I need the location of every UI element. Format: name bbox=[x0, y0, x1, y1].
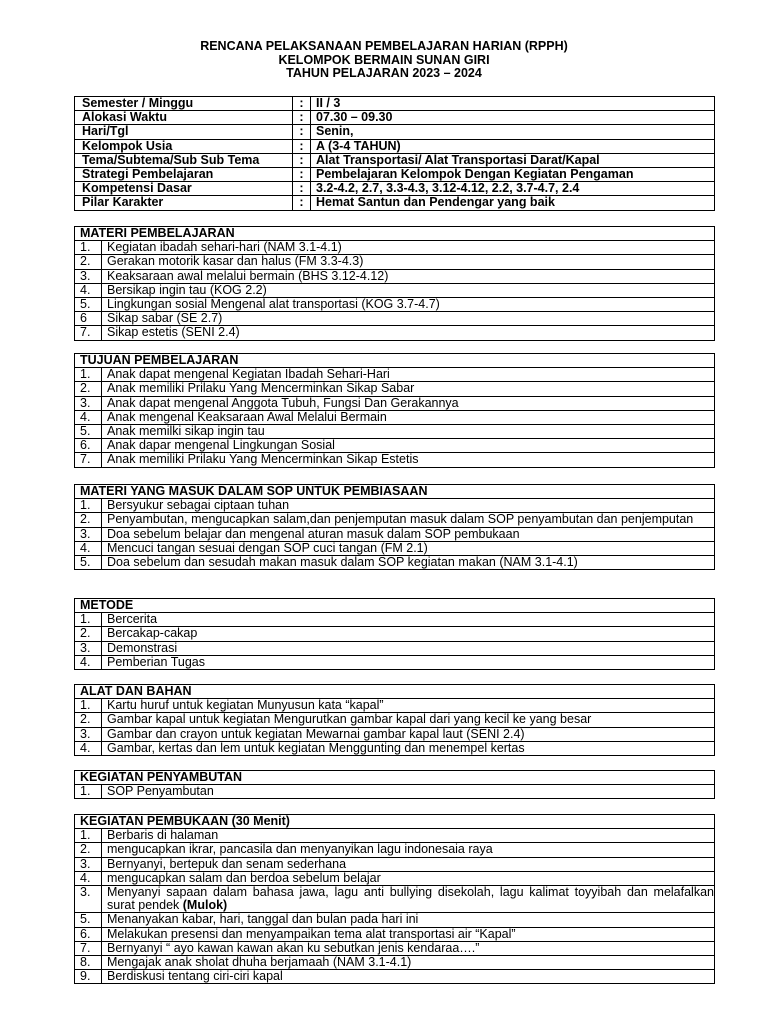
item-number: 4. bbox=[75, 741, 102, 755]
item-text: Bernyanyi “ ayo kawan kawan akan ku sebutkan jenis kendaraa….” bbox=[107, 941, 480, 955]
list-item bbox=[75, 255, 715, 269]
item-text-cell bbox=[102, 382, 715, 396]
list-item bbox=[75, 927, 715, 941]
item-number: 4. bbox=[75, 410, 102, 424]
item-number: 1. bbox=[75, 613, 102, 627]
item-number: 5. bbox=[75, 913, 102, 927]
item-text: Berbaris di halaman bbox=[107, 828, 219, 843]
info-label: Pilar Karakter bbox=[75, 196, 293, 210]
item-text-cell bbox=[102, 785, 715, 799]
info-colon: : bbox=[293, 97, 311, 111]
item-number: 1. bbox=[75, 499, 102, 513]
item-text: Doa sebelum belajar dan mengenal aturan masuk dalam SOP pembukaan bbox=[107, 527, 520, 541]
item-text: Sikap sabar (SE 2.7) bbox=[107, 311, 223, 326]
item-number: 7. bbox=[75, 941, 102, 955]
item-text: Gambar dan crayon untuk kegiatan Mewarnai gambar kapal laut (SENI 2.4) bbox=[107, 727, 525, 741]
item-text: Gerakan motorik kasar dan halus (FM 3.3-4.3) bbox=[107, 254, 364, 269]
info-colon: : bbox=[293, 182, 311, 196]
item-text: Berdiskusi tentang ciri-ciri kapal bbox=[107, 969, 283, 984]
list-item bbox=[75, 453, 715, 467]
item-text: Sikap estetis (SENI 2.4) bbox=[107, 325, 240, 340]
item-text-cell bbox=[102, 956, 715, 970]
item-number: 4. bbox=[75, 655, 102, 669]
item-number: 5. bbox=[75, 298, 102, 312]
item-text: Mengajak anak sholat dhuha berjamaah (NAM 3.1-4.1) bbox=[107, 955, 412, 970]
item-text: Pemberian Tugas bbox=[107, 655, 205, 669]
item-number: 2. bbox=[75, 255, 102, 269]
list-item bbox=[75, 269, 715, 283]
list-item bbox=[75, 627, 715, 641]
info-value: Alat Transportasi/ Alat Transportasi Darat/Kapal bbox=[311, 153, 715, 167]
section-heading: METODE bbox=[75, 599, 715, 613]
item-text: Melakukan presensi dan menyampaikan tema alat transportasi air “Kapal” bbox=[107, 927, 516, 941]
list-item bbox=[75, 829, 715, 843]
info-label: Tema/Subtema/Sub Sub Tema bbox=[75, 153, 293, 167]
section-heading: MATERI YANG MASUK DALAM SOP UNTUK PEMBIASAAN bbox=[75, 485, 715, 499]
item-text-cell bbox=[102, 655, 715, 669]
list-item bbox=[75, 527, 715, 541]
item-number: 2. bbox=[75, 382, 102, 396]
info-table bbox=[74, 96, 715, 211]
list-item bbox=[75, 283, 715, 297]
item-number: 2. bbox=[75, 513, 102, 527]
section-heading: MATERI PEMBELAJARAN bbox=[75, 227, 715, 241]
item-text: Bersikap ingin tau (KOG 2.2) bbox=[107, 283, 267, 297]
list-item bbox=[75, 727, 715, 741]
item-number: 7. bbox=[75, 326, 102, 340]
item-number: 7. bbox=[75, 453, 102, 467]
info-label: Strategi Pembelajaran bbox=[75, 168, 293, 182]
item-number: 2. bbox=[75, 843, 102, 857]
item-text-cell bbox=[102, 727, 715, 741]
list-item bbox=[75, 941, 715, 955]
item-text: Demonstrasi bbox=[107, 641, 178, 655]
info-colon: : bbox=[293, 139, 311, 153]
item-number: 5. bbox=[75, 425, 102, 439]
item-text-cell bbox=[102, 527, 715, 541]
title-line-3: TAHUN PELAJARAN 2023 – 2024 bbox=[286, 66, 482, 80]
item-number: 3. bbox=[75, 886, 102, 913]
list-item bbox=[75, 241, 715, 255]
list-item bbox=[75, 396, 715, 410]
item-number: 8. bbox=[75, 956, 102, 970]
item-text: Anak dapat mengenal Kegiatan Ibadah Sehari-Hari bbox=[107, 367, 390, 382]
info-row bbox=[75, 139, 715, 153]
list-item bbox=[75, 655, 715, 669]
list-item bbox=[75, 871, 715, 885]
list-item bbox=[75, 785, 715, 799]
section-table bbox=[74, 814, 715, 984]
item-text: Menanyakan kabar, hari, tanggal dan bulan pada hari ini bbox=[107, 912, 419, 927]
item-number: 3. bbox=[75, 727, 102, 741]
info-value: Hemat Santun dan Pendengar yang baik bbox=[311, 196, 715, 210]
info-value: II / 3 bbox=[311, 97, 715, 111]
item-number: 2. bbox=[75, 713, 102, 727]
item-text: Bercakap-cakap bbox=[107, 626, 198, 641]
info-colon: : bbox=[293, 168, 311, 182]
item-text: Anak dapat mengenal Anggota Tubuh, Fungsi Dan Gerakannya bbox=[107, 396, 459, 410]
item-text: Mencuci tangan sesuai dengan SOP cuci tangan (FM 2.1) bbox=[107, 541, 428, 555]
info-label: Kelompok Usia bbox=[75, 139, 293, 153]
list-item bbox=[75, 556, 715, 570]
item-number: 1. bbox=[75, 785, 102, 799]
section-heading-row bbox=[75, 815, 715, 829]
list-item bbox=[75, 326, 715, 340]
list-item bbox=[75, 970, 715, 984]
item-number: 1. bbox=[75, 241, 102, 255]
item-number: 4. bbox=[75, 283, 102, 297]
info-colon: : bbox=[293, 153, 311, 167]
item-text-cell bbox=[102, 713, 715, 727]
item-text-cell bbox=[102, 298, 715, 312]
item-number: 6. bbox=[75, 439, 102, 453]
item-number: 4. bbox=[75, 541, 102, 555]
item-text-cell bbox=[102, 699, 715, 713]
item-text: Menyanyi sapaan dalam bahasa jawa, lagu anti bullying disekolah, lagu kalimat toyyibah dan melafalkan surat pendek bbox=[107, 885, 714, 913]
list-item bbox=[75, 741, 715, 755]
list-item bbox=[75, 713, 715, 727]
list-item bbox=[75, 886, 715, 913]
item-text-cell bbox=[102, 613, 715, 627]
title-line-2: KELOMPOK BERMAIN SUNAN GIRI bbox=[278, 52, 490, 67]
item-text: Bernyanyi, bertepuk dan senam sederhana bbox=[107, 857, 347, 871]
item-text: Doa sebelum dan sesudah makan masuk dalam SOP kegiatan makan (NAM 3.1-4.1) bbox=[107, 555, 578, 570]
item-text-cell bbox=[102, 641, 715, 655]
item-text: Kartu huruf untuk kegiatan Munyusun kata “kapal” bbox=[107, 698, 384, 713]
item-text-cell bbox=[102, 541, 715, 555]
info-value: Pembelajaran Kelompok Dengan Kegiatan Pengaman bbox=[311, 168, 715, 182]
list-item bbox=[75, 425, 715, 439]
item-text-cell bbox=[102, 970, 715, 984]
item-text-cell bbox=[102, 857, 715, 871]
item-text-cell bbox=[102, 886, 715, 913]
section-table bbox=[74, 226, 715, 341]
section-table bbox=[74, 353, 715, 468]
info-row bbox=[75, 111, 715, 125]
list-item bbox=[75, 312, 715, 326]
section-heading: KEGIATAN PENYAMBUTAN bbox=[75, 771, 715, 785]
info-value: 3.2-4.2, 2.7, 3.3-4.3, 3.12-4.12, 2.2, 3.7-4.7, 2.4 bbox=[311, 182, 715, 196]
item-text-cell bbox=[102, 843, 715, 857]
item-text-cell bbox=[102, 410, 715, 424]
section-table bbox=[74, 770, 715, 799]
list-item bbox=[75, 843, 715, 857]
item-text-cell bbox=[102, 396, 715, 410]
item-text-bold: (Mulok) bbox=[182, 898, 228, 913]
item-text: Anak memilki sikap ingin tau bbox=[107, 424, 265, 439]
item-number: 3. bbox=[75, 857, 102, 871]
item-text-cell bbox=[102, 326, 715, 340]
item-text: Bersyukur sebagai ciptaan tuhan bbox=[107, 498, 290, 513]
item-text-cell bbox=[102, 913, 715, 927]
info-row bbox=[75, 168, 715, 182]
item-text-cell bbox=[102, 425, 715, 439]
section-heading: KEGIATAN PEMBUKAAN (30 Menit) bbox=[75, 815, 715, 829]
item-text: Anak mengenal Keaksaraan Awal Melalui Bermain bbox=[107, 410, 387, 424]
section-heading: ALAT DAN BAHAN bbox=[75, 685, 715, 699]
item-number: 2. bbox=[75, 627, 102, 641]
list-item bbox=[75, 641, 715, 655]
item-number: 3. bbox=[75, 269, 102, 283]
info-label: Hari/Tgl bbox=[75, 125, 293, 139]
list-item bbox=[75, 541, 715, 555]
item-text-cell bbox=[102, 741, 715, 755]
item-text: Penyambutan, mengucapkan salam,dan penjemputan masuk dalam SOP penyambutan dan penjemputan bbox=[107, 512, 694, 527]
item-text-cell bbox=[102, 439, 715, 453]
item-number: 5. bbox=[75, 556, 102, 570]
item-text: Keaksaraan awal melalui bermain (BHS 3.12-4.12) bbox=[107, 269, 389, 283]
info-colon: : bbox=[293, 111, 311, 125]
item-number: 6 bbox=[75, 312, 102, 326]
section-heading-row bbox=[75, 485, 715, 499]
item-text: Anak dapar mengenal Lingkungan Sosial bbox=[107, 438, 335, 453]
item-text-cell bbox=[102, 829, 715, 843]
item-text: Bercerita bbox=[107, 612, 158, 627]
list-item bbox=[75, 956, 715, 970]
item-text: Anak memiliki Prilaku Yang Mencerminkan Sikap Estetis bbox=[107, 452, 419, 467]
list-item bbox=[75, 857, 715, 871]
item-text: Kegiatan ibadah sehari-hari (NAM 3.1-4.1) bbox=[107, 240, 342, 255]
info-value: 07.30 – 09.30 bbox=[311, 111, 715, 125]
item-number: 3. bbox=[75, 396, 102, 410]
section-heading: TUJUAN PEMBELAJARAN bbox=[75, 354, 715, 368]
info-row bbox=[75, 153, 715, 167]
info-row bbox=[75, 97, 715, 111]
item-text: mengucapkan ikrar, pancasila dan menyanyikan lagu indonesaia raya bbox=[107, 842, 493, 857]
info-label: Alokasi Waktu bbox=[75, 111, 293, 125]
info-row bbox=[75, 125, 715, 139]
item-number: 9. bbox=[75, 970, 102, 984]
section-table bbox=[74, 484, 715, 570]
section-table bbox=[74, 598, 715, 670]
item-text: Lingkungan sosial Mengenal alat transportasi (KOG 3.7-4.7) bbox=[107, 297, 440, 312]
item-text-cell bbox=[102, 627, 715, 641]
item-number: 3. bbox=[75, 641, 102, 655]
item-text-cell bbox=[102, 269, 715, 283]
item-text: Gambar, kertas dan lem untuk kegiatan Menggunting dan menempel kertas bbox=[107, 741, 525, 755]
item-text: Gambar kapal untuk kegiatan Mengurutkan gambar kapal dari yang kecil ke yang besar bbox=[107, 712, 592, 727]
item-text-cell bbox=[102, 241, 715, 255]
item-text-cell bbox=[102, 453, 715, 467]
item-text-cell bbox=[102, 513, 715, 527]
info-value: A (3-4 TAHUN) bbox=[311, 139, 715, 153]
section-heading-row bbox=[75, 771, 715, 785]
info-value: Senin, bbox=[311, 125, 715, 139]
item-number: 1. bbox=[75, 699, 102, 713]
list-item bbox=[75, 439, 715, 453]
document-title bbox=[0, 40, 768, 81]
item-number: 1. bbox=[75, 368, 102, 382]
item-text-cell bbox=[102, 941, 715, 955]
section-table bbox=[74, 684, 715, 756]
item-text-cell bbox=[102, 368, 715, 382]
item-text-cell bbox=[102, 283, 715, 297]
item-text: mengucapkan salam dan berdoa sebelum belajar bbox=[107, 871, 381, 885]
section-heading-row bbox=[75, 354, 715, 368]
item-number: 6. bbox=[75, 927, 102, 941]
list-item bbox=[75, 699, 715, 713]
list-item bbox=[75, 613, 715, 627]
item-text-cell bbox=[102, 255, 715, 269]
item-text-cell bbox=[102, 312, 715, 326]
list-item bbox=[75, 499, 715, 513]
list-item bbox=[75, 382, 715, 396]
item-text-cell bbox=[102, 499, 715, 513]
item-text: SOP Penyambutan bbox=[107, 784, 214, 799]
info-colon: : bbox=[293, 196, 311, 210]
item-text-cell bbox=[102, 871, 715, 885]
info-label: Semester / Minggu bbox=[75, 97, 293, 111]
list-item bbox=[75, 410, 715, 424]
section-heading-row bbox=[75, 685, 715, 699]
info-row bbox=[75, 182, 715, 196]
item-number: 4. bbox=[75, 871, 102, 885]
item-number: 3. bbox=[75, 527, 102, 541]
list-item bbox=[75, 298, 715, 312]
section-heading-row bbox=[75, 227, 715, 241]
info-row bbox=[75, 196, 715, 210]
list-item bbox=[75, 368, 715, 382]
section-heading-row bbox=[75, 599, 715, 613]
list-item bbox=[75, 513, 715, 527]
item-text: Anak memiliki Prilaku Yang Mencerminkan Sikap Sabar bbox=[107, 381, 415, 396]
info-label: Kompetensi Dasar bbox=[75, 182, 293, 196]
info-colon: : bbox=[293, 125, 311, 139]
list-item bbox=[75, 913, 715, 927]
item-text-cell bbox=[102, 927, 715, 941]
item-text-cell bbox=[102, 556, 715, 570]
item-number: 1. bbox=[75, 829, 102, 843]
title-line-1: RENCANA PELAKSANAAN PEMBELAJARAN HARIAN (RPPH) bbox=[200, 39, 568, 53]
